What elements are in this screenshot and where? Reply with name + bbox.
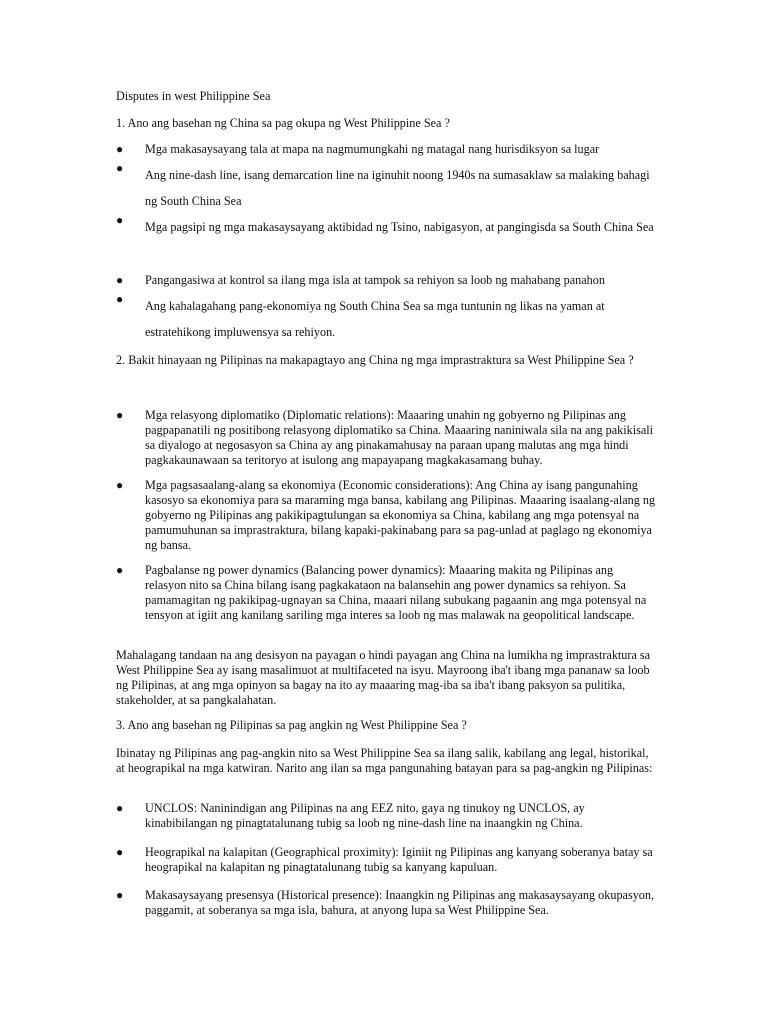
bullet-icon: ● <box>116 161 124 175</box>
bullet-icon: ● <box>116 408 124 422</box>
list-item-text: UNCLOS: Naninindigan ang Pilipinas na ang EEZ nito, gaya ng tinukoy ng UNCLOS, ay kinabibilangan ng pinagtatalunang tubig sa loob ng nine-dash line na inaangkin ng China. <box>145 801 585 830</box>
bullet-icon: ● <box>116 273 124 287</box>
question-3: 3. Ano ang basehan ng Pilipinas sa pag angkin ng West Philippine Sea ? <box>116 718 467 732</box>
question-1: 1. Ano ang basehan ng China sa pag okupa ng West Philippine Sea ? <box>116 116 450 130</box>
list-item-text: Mga relasyong diplomatiko (Diplomatic relations): Maaaring unahin ng gobyerno ng Pilipinas ang pagpapanatili ng positibong relasyong diplomatiko sa China. Maaaring naniniwala sila na ang pakikisali sa diyalogo at negosasyon sa China ay ang pinakamahusay na paraan upang malutas ang mga hindi pagkakaunawaan sa teritoryo at isulong ang mapayapang magkakasamang buhay. <box>145 408 654 467</box>
bullet-icon: ● <box>116 478 124 492</box>
bullet-icon: ● <box>116 563 124 577</box>
bullet-icon: ● <box>116 142 124 156</box>
bullet-icon: ● <box>116 213 124 227</box>
paragraph-intro: Ibinatay ng Pilipinas ang pag-angkin nito sa West Philippine Sea sa ilang salik, kabilang ang legal, historikal, at heograpikal na mga katwiran. Narito ang ilan sa mga pangunahing batayan para sa pag-angkin ng Pilipinas: <box>116 746 653 775</box>
list-item-text: Mga makasaysayang tala at mapa na nagmumungkahi ng matagal nang hurisdiksyon sa lugar <box>145 142 600 156</box>
bullet-icon: ● <box>116 292 124 306</box>
list-item-text: Heograpikal na kalapitan (Geographical proximity): Iginiit ng Pilipinas ang kanyang soberanya batay sa heograpikal na kalapitan ng pinagtatalunang tubig sa kanyang kapuluan. <box>145 845 653 874</box>
paragraph-note: Mahalagang tandaan na ang desisyon na payagan o hindi payagan ang China na lumikha ng imprastraktura sa West Philippine Sea ay isang masalimuot at multifaceted na isyu. Mayroong iba't ibang mga pananaw sa loob ng Pilipinas, at ang mga opinyon sa bagay na ito ay maaaring mag-iba sa iba't ibang paksyon sa pulitika, stakeholder, at sa pangkalahatan. <box>116 648 651 707</box>
list-item-text: Ang kahalagahang pang-ekonomiya ng South China Sea sa mga tuntunin ng likas na yaman at estratehikong impluwensya sa rehiyon. <box>145 299 605 339</box>
list-item-text: Mga pagsipi ng mga makasaysayang aktibidad ng Tsino, nabigasyon, at pangingisda sa South China Sea <box>145 220 654 234</box>
document-title: Disputes in west Philippine Sea <box>116 89 271 103</box>
list-item-text: Mga pagsasaalang-alang sa ekonomiya (Economic considerations): Ang China ay isang pangunahing kasosyo sa ekonomiya para sa maraming mga bansa, kabilang ang Pilipinas. Maaaring isaalang-alang ng gobyerno ng Pilipinas ang pakikipagtulungan sa ekonomiya sa China, kabilang ang mga potensyal na pamumuhunan sa imprastraktura, bilang kapaki-pakinabang para sa pag-unlad at paglago ng ekonomiya ng bansa. <box>145 478 656 552</box>
bullet-icon: ● <box>116 801 124 815</box>
bullet-icon: ● <box>116 845 124 859</box>
bullet-icon: ● <box>116 888 124 902</box>
question-2: 2. Bakit hinayaan ng Pilipinas na makapagtayo ang China ng mga imprastraktura sa West Philippine Sea ? <box>116 353 634 367</box>
list-item-text: Pagbalanse ng power dynamics (Balancing power dynamics): Maaaring makita ng Pilipinas ang relasyon nito sa China bilang isang pagkakataon na balansehin ang power dynamics sa rehiyon. Sa pamamagitan ng pakikipag-ugnayan sa China, maaari nilang subukang pagaanin ang mga potensyal na tensyon at igiit ang kanilang sariling mga interes sa loob ng mas malawak na geopolitical landscape. <box>145 563 647 622</box>
list-item-text: Pangangasiwa at kontrol sa ilang mga isla at tampok sa rehiyon sa loob ng mahabang panahon <box>145 273 605 287</box>
list-item-text: Ang nine-dash line, isang demarcation line na iginuhit noong 1940s na sumasaklaw sa malaking bahagi ng South China Sea <box>145 168 650 208</box>
list-item-text: Makasaysayang presensya (Historical presence): Inaangkin ng Pilipinas ang makasaysayang okupasyon, paggamit, at soberanya sa mga isla, bahura, at anyong lupa sa West Philippine Sea. <box>145 888 655 917</box>
